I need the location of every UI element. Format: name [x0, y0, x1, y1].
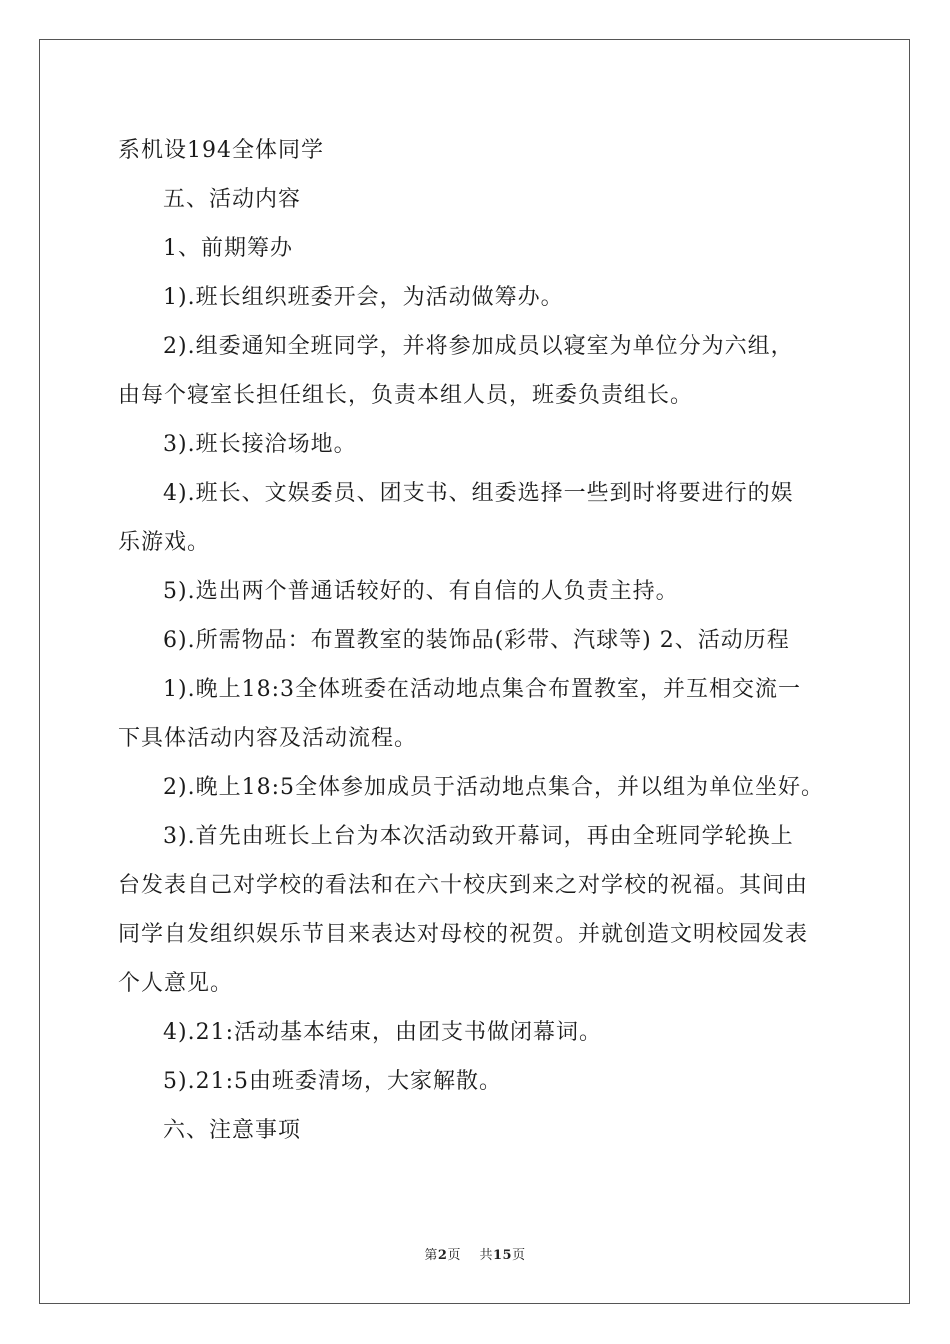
paragraph-line: 乐游戏。 — [118, 530, 211, 555]
page-suffix: 页 — [447, 1248, 461, 1263]
paragraph-line: 5).选出两个普通话较好的、有自信的人负责主持。 — [163, 579, 679, 604]
paragraph-line: 下具体活动内容及活动流程。 — [118, 726, 418, 751]
paragraph-line: 2).晚上18:5全体参加成员于活动地点集合，并以组为单位坐好。 — [163, 775, 824, 800]
page-number: 2 — [437, 1248, 448, 1263]
total-prefix: 共 — [479, 1248, 493, 1263]
paragraph-line: 5).21:5由班委清场，大家解散。 — [163, 1069, 502, 1094]
document-body — [118, 126, 838, 1155]
paragraph-line: 4).班长、文娱委员、团支书、组委选择一些到时将要进行的娱 — [163, 481, 794, 506]
paragraph-line: 3).班长接洽场地。 — [163, 432, 357, 457]
paragraph-line: 系机设194全体同学 — [118, 138, 324, 163]
section-heading: 六、注意事项 — [163, 1118, 302, 1143]
total-pages: 15 — [493, 1248, 513, 1263]
section-heading: 五、活动内容 — [163, 187, 302, 212]
paragraph-line: 6).所需物品：布置教室的装饰品(彩带、汽球等) 2、活动历程 — [163, 628, 790, 653]
total-suffix: 页 — [512, 1248, 526, 1263]
paragraph-line: 台发表自己对学校的看法和在六十校庆到来之对学校的祝福。其间由 — [118, 873, 809, 898]
paragraph-line: 由每个寝室长担任组长，负责本组人员，班委负责组长。 — [118, 383, 694, 408]
page-prefix: 第 — [424, 1248, 438, 1263]
paragraph-line: 同学自发组织娱乐节目来表达对母校的祝贺。并就创造文明校园发表 — [118, 922, 809, 947]
paragraph-line: 2).组委通知全班同学，并将参加成员以寝室为单位分为六组， — [163, 334, 794, 359]
paragraph-line: 1).班长组织班委开会，为活动做筹办。 — [163, 285, 564, 310]
subsection-heading: 1、前期筹办 — [163, 236, 293, 261]
paragraph-line: 个人意见。 — [118, 971, 234, 996]
page-footer — [0, 1244, 950, 1263]
paragraph-line: 3).首先由班长上台为本次活动致开幕词，再由全班同学轮换上 — [163, 824, 794, 849]
paragraph-line: 4).21:活动基本结束，由团支书做闭幕词。 — [163, 1020, 602, 1045]
paragraph-line: 1).晚上18:3全体班委在活动地点集合布置教室，并互相交流一 — [163, 677, 801, 702]
